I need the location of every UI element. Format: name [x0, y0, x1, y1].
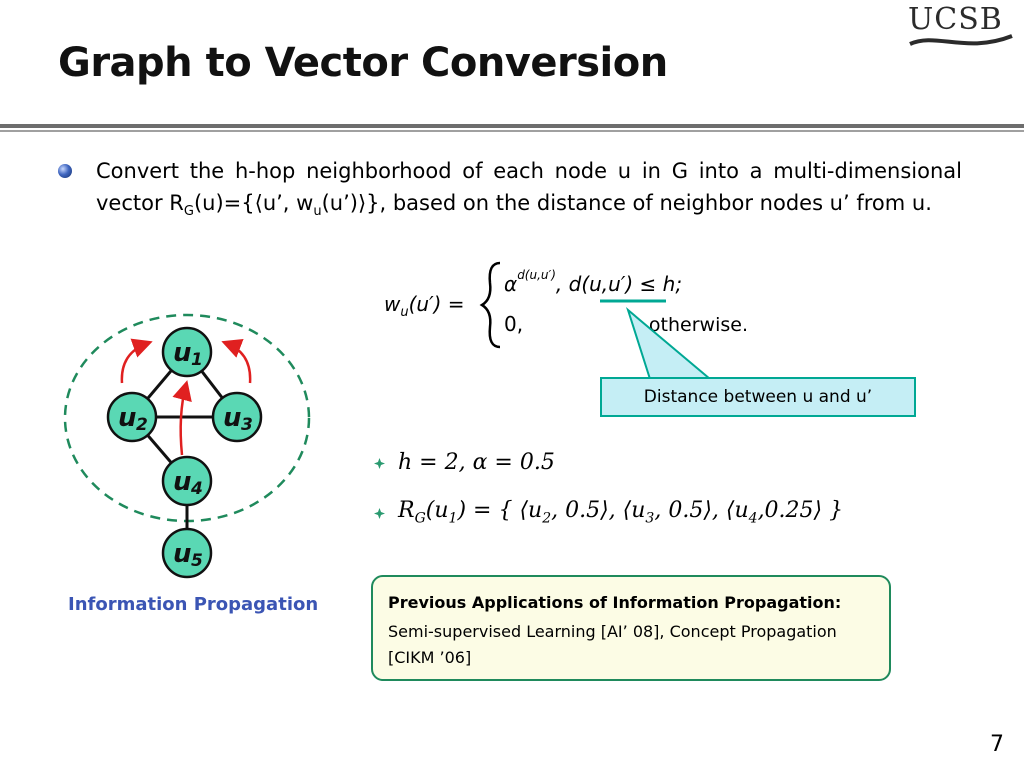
- slide-title: Graph to Vector Conversion: [58, 40, 668, 86]
- diamond-bullet-icon: [374, 508, 385, 519]
- svg-text:u: u: [118, 403, 137, 433]
- previous-applications-title: Previous Applications of Information Propagation:: [388, 593, 842, 612]
- svg-text:2: 2: [136, 415, 148, 435]
- graph-caption: Information Propagation: [68, 594, 319, 615]
- page-number: 7: [990, 732, 1004, 757]
- title-divider-thin: [0, 130, 1024, 132]
- arrow-u4-to-u1: [181, 385, 186, 455]
- bullet-text: Convert the h-hop neighborhood of each node u in G into a multi-dimensional vector $R_G(u)=\{⟨u$’, $w_u(u’)⟩$}, based on the distance of neighbor nodes u’ from u.: [96, 159, 962, 220]
- svg-text:u: u: [223, 403, 242, 433]
- svg-text:u: u: [173, 467, 192, 497]
- logo-wave-icon: [906, 0, 1016, 56]
- formula-otherwise: otherwise.: [648, 314, 748, 336]
- callout-text: Distance between u and u’: [643, 387, 873, 407]
- node-u5: [163, 529, 211, 577]
- node-u1: [163, 328, 211, 376]
- formula-case2: 0,: [504, 312, 524, 336]
- svg-text:u: u: [173, 539, 192, 569]
- previous-applications-body: Semi-supervised Learning [AI’ 08], Concept Propagation [CIKM ’06]: [388, 622, 837, 667]
- svg-text:4: 4: [191, 479, 203, 499]
- diamond-bullet-icon: [374, 458, 385, 469]
- rg-vector: $R_G(u_1)$ = { $⟨u_2$, 0.5⟩, $⟨u_3$, 0.5⟩, $⟨u_4,0.25⟩$ }: [398, 498, 844, 527]
- param-h-alpha: h = 2, α = 0.5: [398, 450, 555, 475]
- formula-case1: $\alpha^{d(u,u')}$, d(u,u′) ≤ h;: [504, 268, 683, 296]
- ucsb-logo: [906, 0, 1016, 56]
- propagation-graph: [60, 305, 330, 585]
- formula-lhs: $w_u(u')$ =: [384, 292, 465, 320]
- arrow-u2-to-u1: [122, 343, 148, 383]
- node-u2: [108, 393, 156, 441]
- logo-text: UCSB: [908, 2, 1003, 37]
- arrow-u3-to-u1: [226, 343, 250, 383]
- node-u3: [213, 393, 261, 441]
- node-u4: [163, 457, 211, 505]
- svg-text:u: u: [173, 338, 192, 368]
- bullet-sphere-icon: [58, 164, 72, 178]
- svg-text:3: 3: [241, 415, 253, 435]
- svg-text:1: 1: [191, 350, 203, 370]
- svg-text:5: 5: [191, 551, 203, 571]
- title-divider: [0, 124, 1024, 128]
